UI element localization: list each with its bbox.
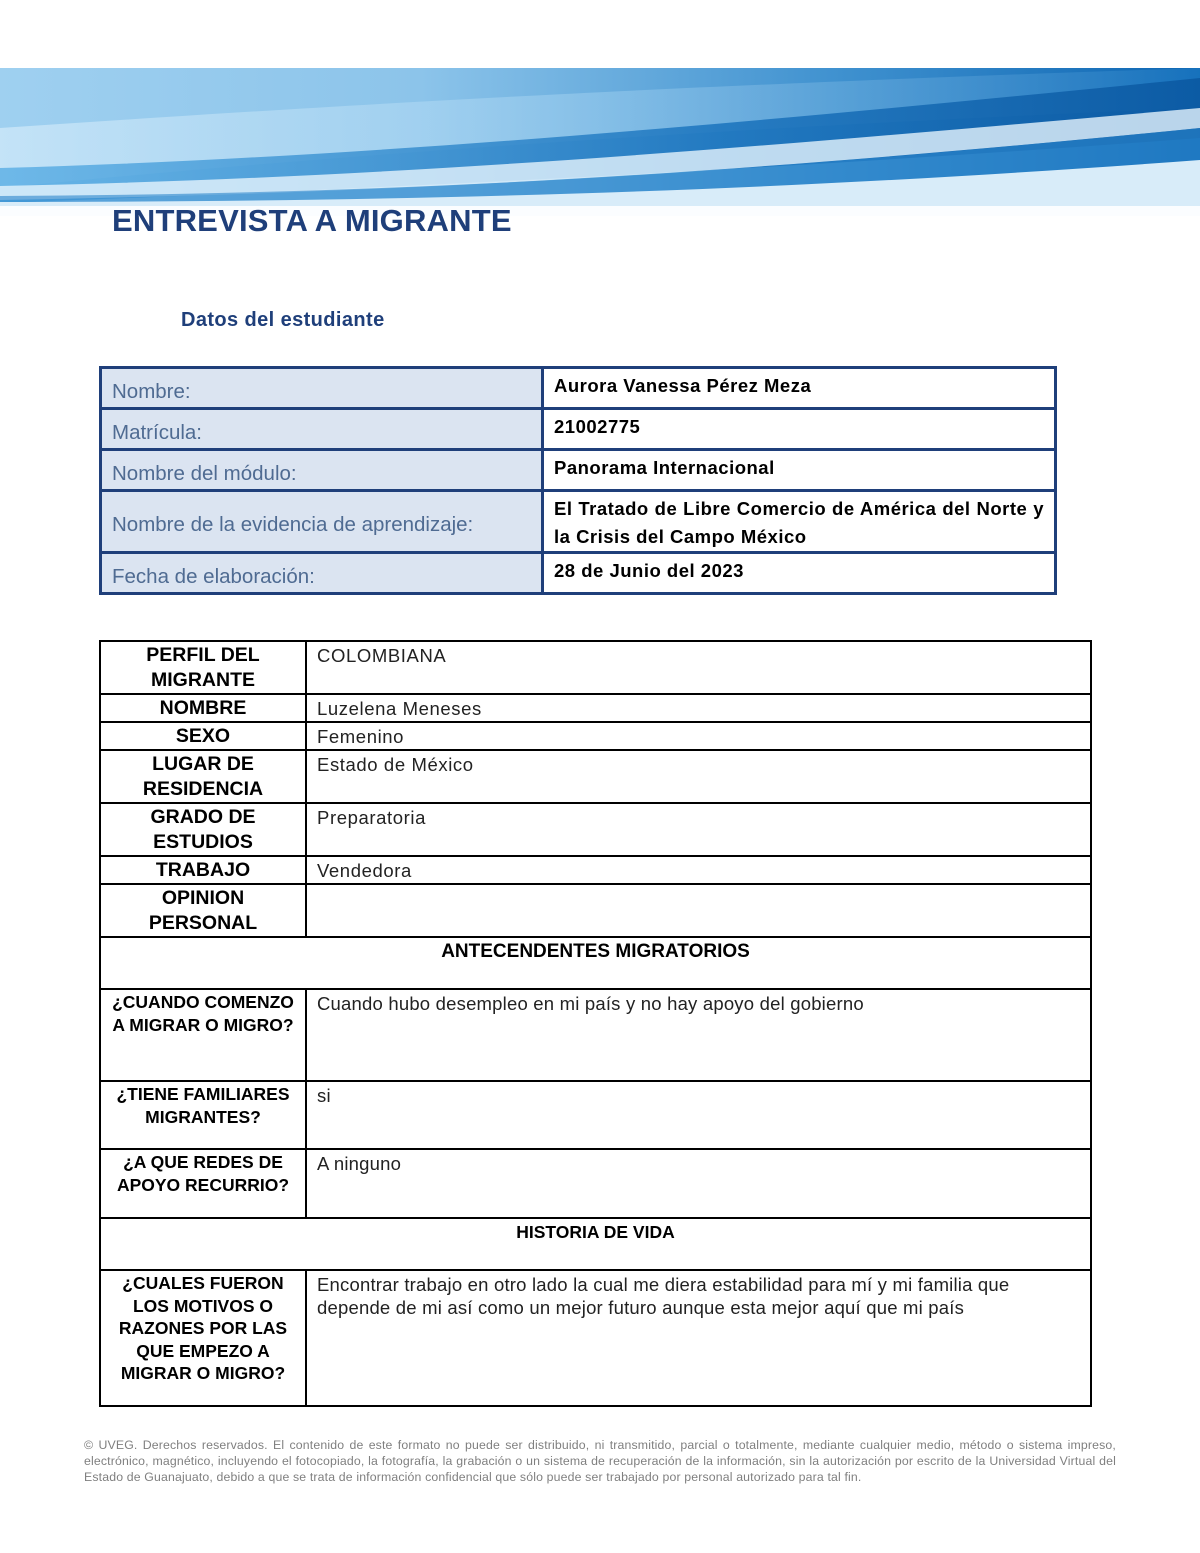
name-value: Luzelena Meneses	[306, 694, 1091, 722]
table-row	[101, 368, 1056, 409]
student-label-evidence: Nombre de la evidencia de aprendizaje:	[101, 491, 543, 553]
student-label-date: Fecha de elaboración:	[101, 553, 543, 594]
table-row	[100, 989, 1091, 1081]
residence-label: LUGAR DE RESIDENCIA	[100, 750, 306, 803]
student-value-name: Aurora Vanessa Pérez Meza	[543, 368, 1056, 409]
table-row	[101, 553, 1056, 594]
student-value-module: Panorama Internacional	[543, 450, 1056, 491]
support-networks-value: A ninguno	[306, 1149, 1091, 1218]
student-value-evidence: El Tratado de Libre Comercio de América del Norte y la Crisis del Campo México	[543, 491, 1056, 553]
table-row	[100, 694, 1091, 722]
student-value-matricula: 21002775	[543, 409, 1056, 450]
when-migrated-label: ¿CUANDO COMENZO A MIGRAR O MIGRO?	[100, 989, 306, 1081]
table-row	[100, 1270, 1091, 1406]
table-row	[100, 1218, 1091, 1270]
when-migrated-value: Cuando hubo desempleo en mi país y no hay apoyo del gobierno	[306, 989, 1091, 1081]
profile-label: PERFIL DEL MIGRANTE	[100, 641, 306, 694]
job-value: Vendedora	[306, 856, 1091, 884]
family-migrants-value: si	[306, 1081, 1091, 1149]
student-label-name: Nombre:	[101, 368, 543, 409]
section-subtitle: Datos del estudiante	[181, 309, 385, 331]
table-row	[100, 1081, 1091, 1149]
table-row	[101, 450, 1056, 491]
job-label: TRABAJO	[100, 856, 306, 884]
student-label-matricula: Matrícula:	[101, 409, 543, 450]
profile-value: COLOMBIANA	[306, 641, 1091, 694]
table-row	[100, 884, 1091, 937]
support-networks-label: ¿A QUE REDES DE APOYO RECURRIO?	[100, 1149, 306, 1218]
table-row	[100, 803, 1091, 856]
sex-label: SEXO	[100, 722, 306, 750]
section-heading-antecedentes: ANTECENDENTES MIGRATORIOS	[100, 937, 1091, 989]
migrant-interview-table	[99, 640, 1092, 1407]
table-row	[100, 856, 1091, 884]
name-label: NOMBRE	[100, 694, 306, 722]
education-label: GRADO DE ESTUDIOS	[100, 803, 306, 856]
table-row	[101, 491, 1056, 553]
family-migrants-label: ¿TIENE FAMILIARES MIGRANTES?	[100, 1081, 306, 1149]
table-row	[100, 750, 1091, 803]
sex-value: Femenino	[306, 722, 1091, 750]
student-data-table	[99, 366, 1057, 595]
opinion-value	[306, 884, 1091, 937]
header-banner	[0, 68, 1200, 216]
residence-value: Estado de México	[306, 750, 1091, 803]
reasons-value: Encontrar trabajo en otro lado la cual me diera estabilidad para mí y mi familia que depende de mi así como un mejor futuro aunque esta mejor aquí que mi país	[306, 1270, 1091, 1406]
table-row	[100, 1149, 1091, 1218]
reasons-label: ¿CUALES FUERON LOS MOTIVOS O RAZONES POR LAS QUE EMPEZO A MIGRAR O MIGRO?	[100, 1270, 306, 1406]
student-label-module: Nombre del módulo:	[101, 450, 543, 491]
document-title: ENTREVISTA A MIGRANTE	[112, 203, 512, 238]
table-row	[100, 641, 1091, 694]
table-row	[101, 409, 1056, 450]
education-value: Preparatoria	[306, 803, 1091, 856]
section-heading-historia: HISTORIA DE VIDA	[100, 1218, 1091, 1270]
student-value-date: 28 de Junio del 2023	[543, 553, 1056, 594]
copyright-notice: © UVEG. Derechos reservados. El contenido de este formato no puede ser distribuido, ni transmitido, parcial o totalmente, mediante cualquier medio, método o sistema impreso, electrónico, magnético, incluyendo el fotocopiado, la fotografía, la grabación o un sistema de recuperación de la información, sin la autorización por escrito de la Universidad Virtual del Estado de Guanajuato, debido a que se trata de información confidencial que sólo puede ser trabajado por personal autorizado para tal fin.	[84, 1438, 1116, 1484]
table-row	[100, 937, 1091, 989]
table-row	[100, 722, 1091, 750]
opinion-label: OPINION PERSONAL	[100, 884, 306, 937]
